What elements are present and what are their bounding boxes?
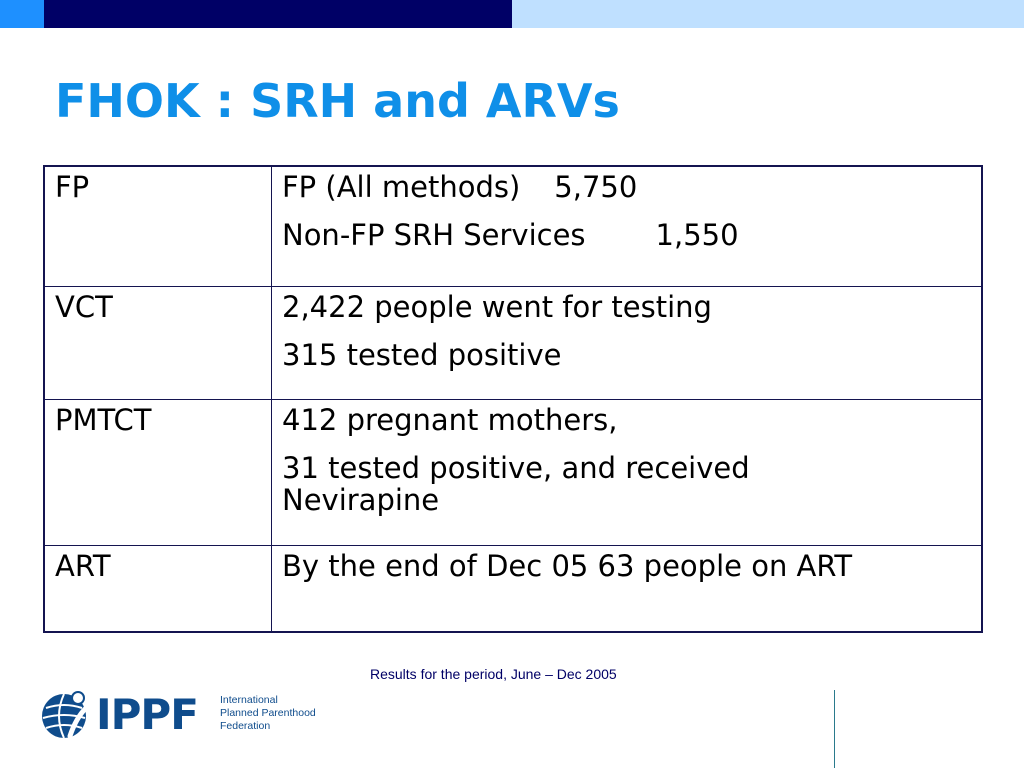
row-label: ART [44, 545, 272, 632]
top-bar-accent-pale [512, 0, 1024, 28]
ippf-logo [40, 686, 340, 746]
content-line: 2,422 people went for testing [282, 289, 712, 324]
row-label: PMTCT [44, 399, 272, 545]
results-table [43, 165, 983, 633]
top-bar-accent-dark [44, 0, 512, 28]
top-color-bar [0, 0, 1024, 28]
line-text: FP (All methods) [282, 170, 521, 204]
line-text: Non-FP SRH Services [282, 218, 586, 252]
content-line: By the end of Dec 05 63 people on ART [282, 548, 853, 583]
logo-name-line: International [220, 694, 278, 706]
logo-name-line: Planned Parenthood [220, 707, 316, 719]
line-value: 1,550 [655, 218, 739, 252]
row-label: FP [44, 166, 272, 286]
slide-title: FHOK : SRH and ARVs [55, 74, 620, 128]
row-content [272, 286, 983, 399]
content-line: 31 tested positive, and received Nevirapine [282, 450, 750, 517]
top-bar-accent-light [0, 0, 44, 28]
row-content [272, 399, 983, 545]
logo-wordmark: IPPF [96, 690, 198, 739]
row-label: VCT [44, 286, 272, 399]
content-line: 315 tested positive [282, 337, 562, 372]
ippf-globe-figure-icon [40, 688, 92, 742]
table-row [44, 166, 982, 286]
period-footnote: Results for the period, June – Dec 2005 [370, 666, 617, 682]
row-content [272, 545, 983, 632]
divider-line [834, 690, 835, 768]
table-row [44, 286, 982, 399]
content-line [282, 171, 971, 203]
table-row [44, 399, 982, 545]
row-content [272, 166, 983, 286]
table-row [44, 545, 982, 632]
logo-name-line: Federation [220, 720, 271, 732]
content-line [282, 219, 971, 251]
logo-organization-name [220, 694, 316, 733]
content-line: 412 pregnant mothers, [282, 402, 618, 437]
line-value: 5,750 [554, 170, 638, 204]
